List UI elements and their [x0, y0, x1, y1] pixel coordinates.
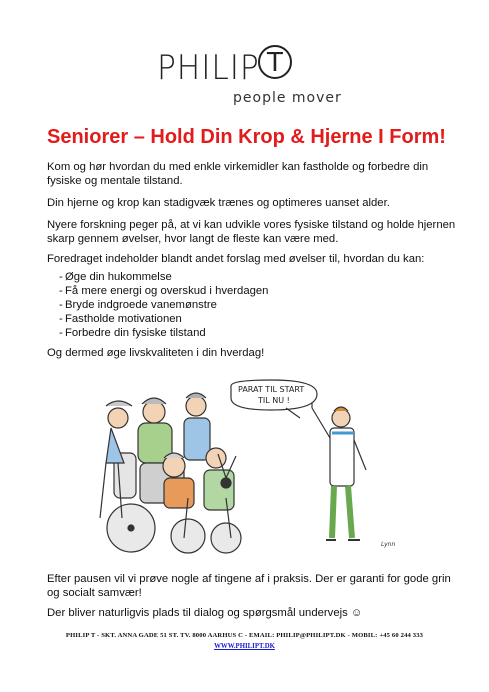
logo-circle-mark [258, 45, 292, 79]
artist-signature: Lynn [381, 541, 396, 548]
intro-paragraph: Kom og hør hvordan du med enkle virkemidler kan fastholde og forbedre din fysiske og mentale tilstand. [47, 161, 429, 187]
benefit-list [47, 270, 427, 340]
speech-text-line1: PARAT TIL START [238, 385, 305, 394]
practice-paragraph: Efter pausen vil vi prøve nogle af tingene af i praksis. Der er garanti for gode grin og socialt samvær! [47, 573, 451, 599]
logo [0, 44, 489, 104]
quality-of-life-paragraph: Og dermed øge livskvaliteten i din hverdag! [47, 347, 265, 359]
logo-tagline: people mover [233, 90, 342, 106]
cartoon-illustration [76, 378, 416, 563]
lecture-intro-paragraph: Foredraget indeholder blandt andet forslag med øvelser til, hvordan du kan: [47, 253, 425, 265]
list-item: - Forbedre din fysiske tilstand [47, 326, 427, 340]
logo-mark-letter: T [267, 48, 283, 78]
list-item: - Få mere energi og overskud i hverdagen [47, 284, 427, 298]
footer-contact: PHILIP T - SKT. ANNA GADE 51 ST. TV. 8000 AARHUS C - EMAIL: PHILIP@PHILIPT.DK - MOBIL: +45 60 244 333 [65, 632, 424, 639]
list-item: - Øge din hukommelse [47, 270, 427, 284]
age-paragraph: Din hjerne og krop kan stadigvæk trænes og optimeres uanset alder. [47, 197, 390, 209]
dialog-paragraph: Der bliver naturligvis plads til dialog og spørgsmål undervejs ☺ [47, 607, 363, 619]
logo-wordmark: PHILIP [157, 48, 260, 88]
research-paragraph: Nyere forskning peger på, at vi kan udvikle vores fysiske tilstand og holde hjernen skarp gennem øvelser, hvor langt de fleste kan være med. [47, 219, 456, 245]
list-item: - Bryde indgroede vanemønstre [47, 298, 427, 312]
page-title: Seniorer – Hold Din Krop & Hjerne I Form! [47, 126, 446, 148]
speech-text-line2: TIL NU ! [258, 396, 290, 405]
list-item: - Fastholde motivationen [47, 312, 427, 326]
website-link[interactable]: WWW.PHILIPT.DK [214, 643, 275, 650]
